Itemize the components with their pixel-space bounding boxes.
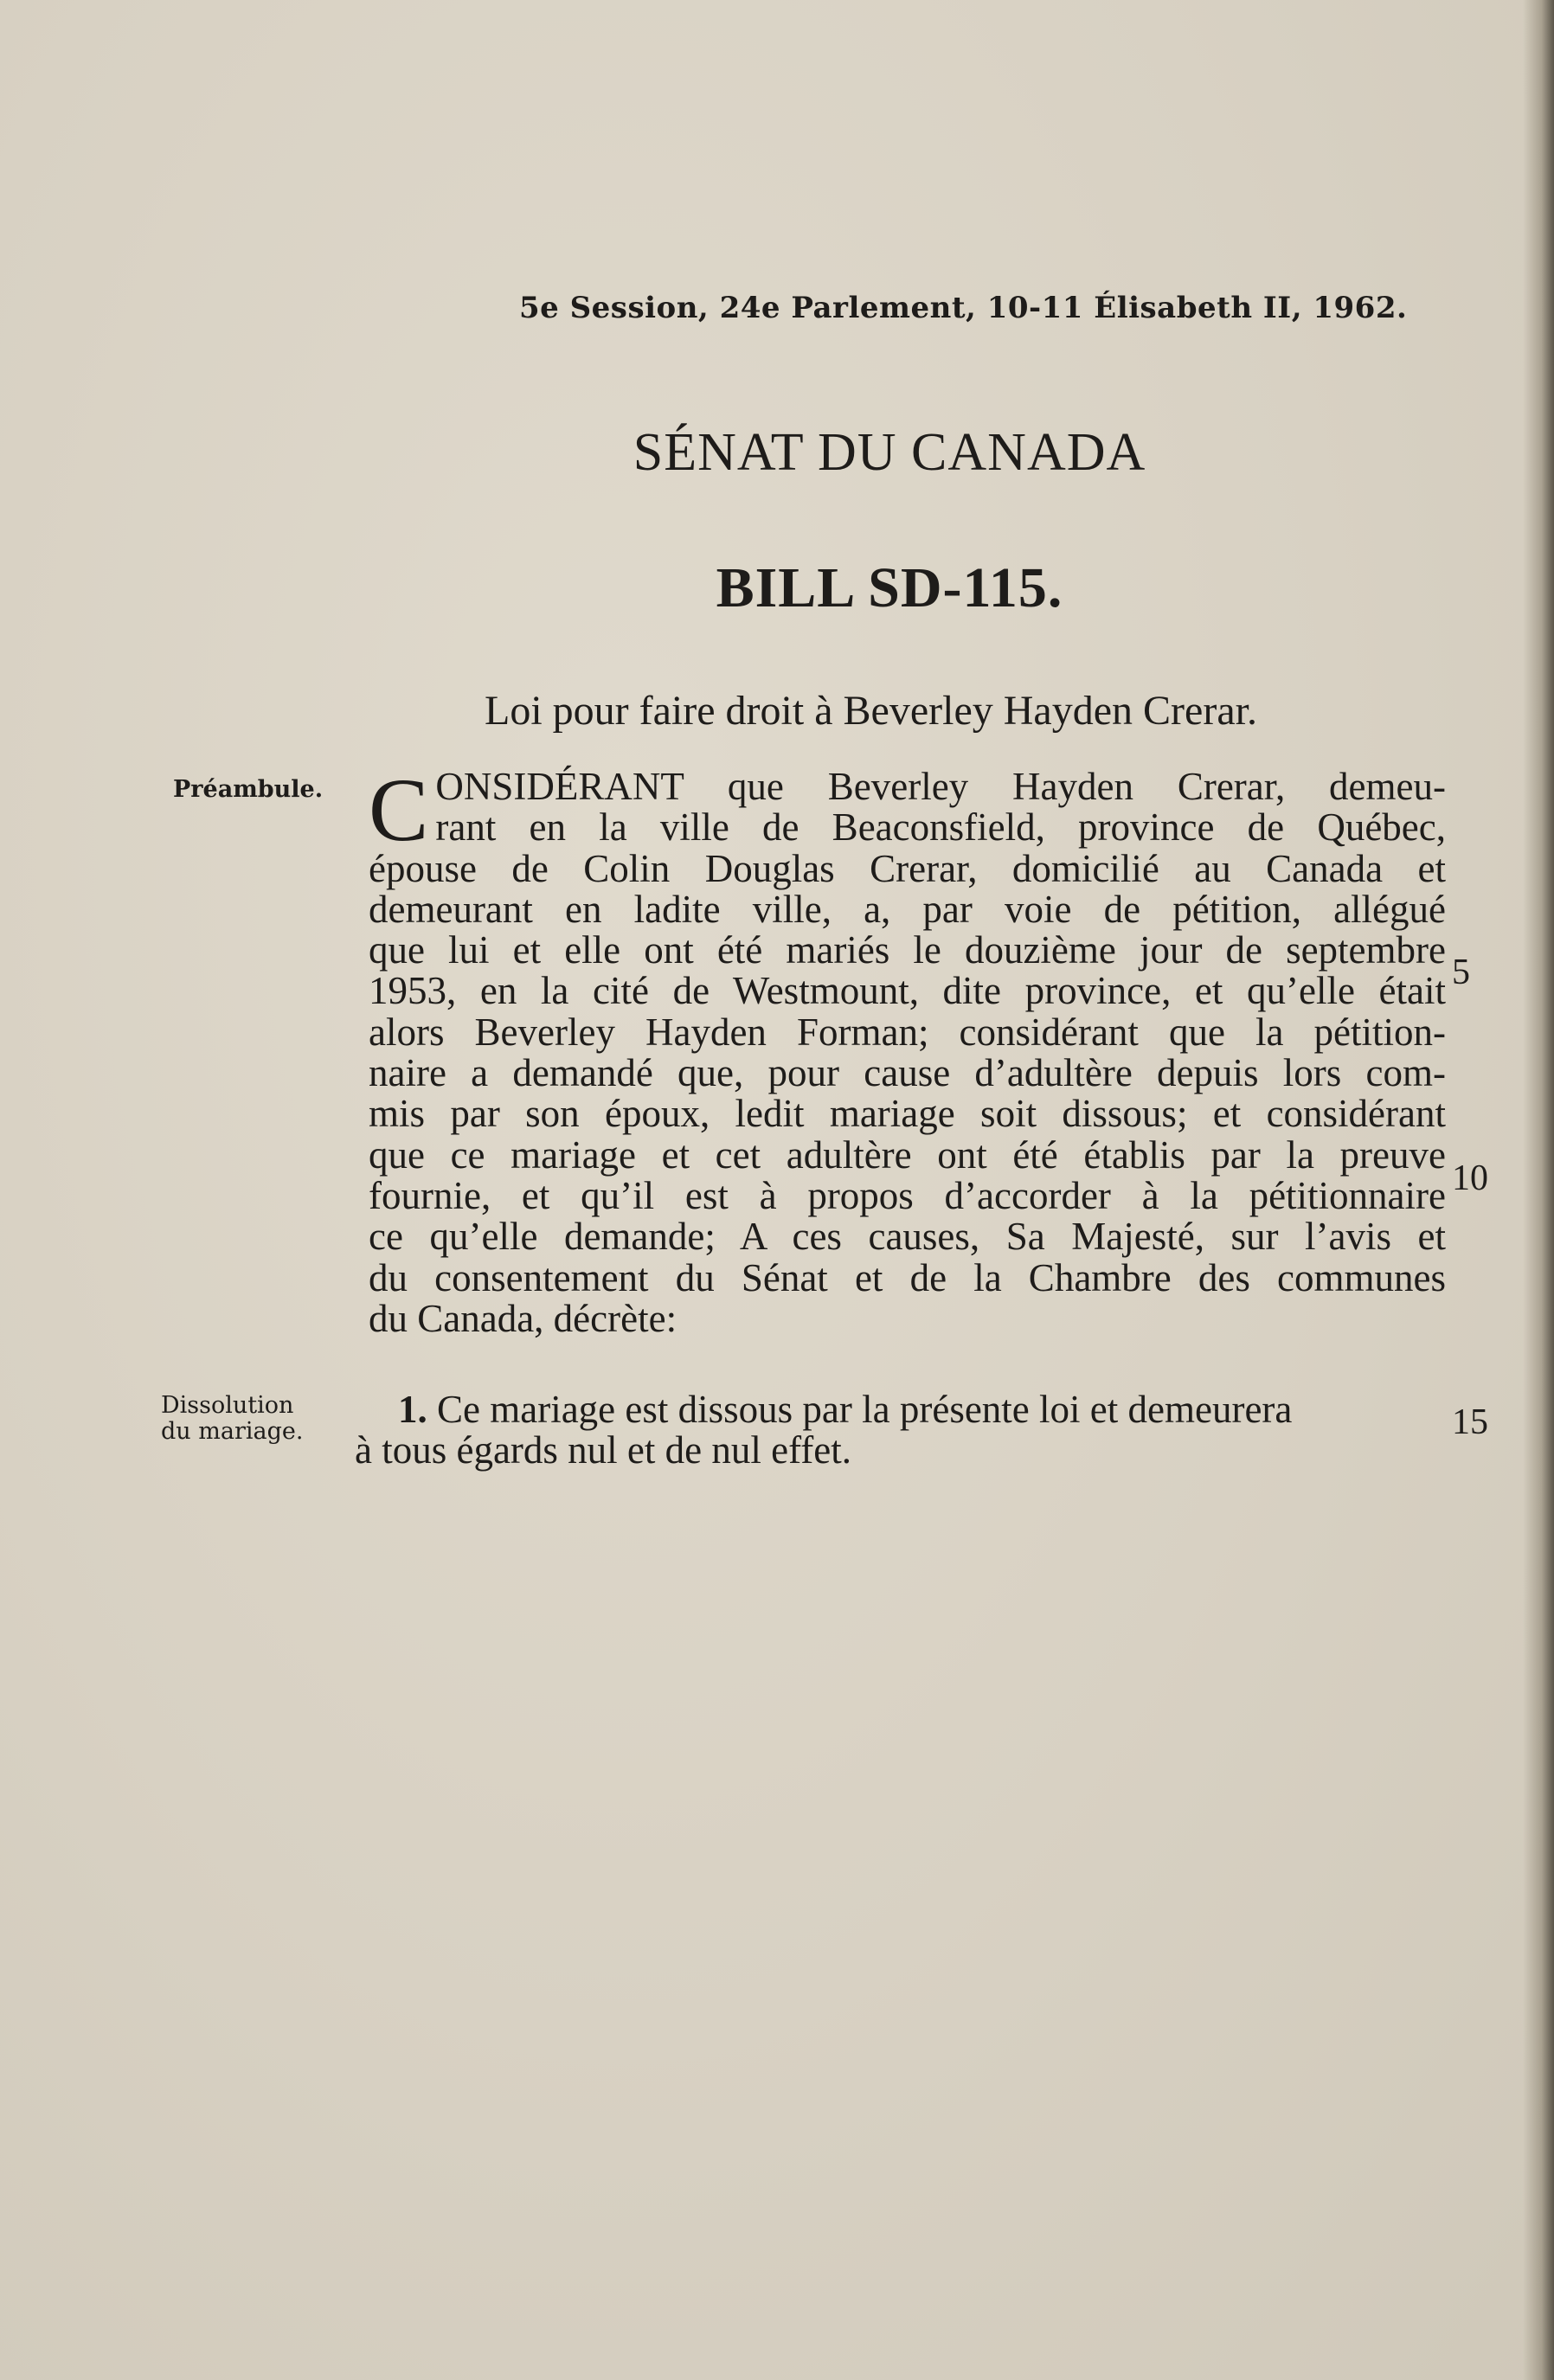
article-1-line1: [355, 1389, 1446, 1430]
line-number-5: 5: [1452, 953, 1470, 992]
preamble-line: alors Beverley Hayden Forman; considérant que la pétition-: [369, 1010, 1446, 1054]
page-edge-shadow: [1523, 0, 1554, 2380]
margin-note-preamble: Préambule.: [173, 776, 324, 803]
preamble-line: épouse de Colin Douglas Crerar, domicilié au Canada et: [369, 846, 1446, 890]
dropcap-letter: C: [369, 760, 429, 860]
preamble-line: du consentement du Sénat et de la Chambre des communes: [369, 1255, 1446, 1299]
preamble-line: ce qu’elle demande; A ces causes, Sa Majesté, sur l’avis et: [369, 1215, 1446, 1259]
preamble-line: du Canada, décrète:: [369, 1296, 677, 1340]
line-number-15: 15: [1452, 1402, 1488, 1442]
preamble-line: demeurant en ladite ville, a, par voie de pétition, allégué: [369, 887, 1446, 931]
preamble-line: naire a demandé que, pour cause d’adultère depuis lors com-: [369, 1051, 1446, 1095]
margin-note-dissolution-line2: du mariage.: [161, 1418, 304, 1445]
preamble-line: rant en la ville de Beaconsfield, province de Québec,: [435, 805, 1446, 850]
senate-title: SÉNAT DU CANADA: [633, 423, 1146, 482]
article-number: 1.: [398, 1388, 427, 1431]
preamble-line: ONSIDÉRANT que Beverley Hayden Crerar, demeu-: [435, 765, 1446, 808]
preamble-line: que lui et elle ont été mariés le douzième jour de septembre: [369, 928, 1446, 972]
preamble-line: que ce mariage et cet adultère ont été établis par la preuve: [369, 1132, 1446, 1177]
margin-note-dissolution: [161, 1393, 303, 1445]
preamble-line: mis par son époux, ledit mariage soit dissous; et considérant: [369, 1092, 1446, 1136]
bill-number: BILL SD-115.: [716, 556, 1063, 619]
line-number-10: 10: [1452, 1158, 1488, 1198]
article-1: [355, 1389, 1446, 1472]
margin-note-dissolution-line1: Dissolution: [161, 1392, 294, 1419]
bill-subtitle: Loi pour faire droit à Beverley Hayden Crerar.: [485, 688, 1257, 734]
preamble-line: fournie, et qu’il est à propos d’accorder à la pétitionnaire: [369, 1173, 1446, 1217]
session-header: 5e Session, 24e Parlement, 10-11 Élisabeth II, 1962.: [519, 291, 1408, 325]
article-text-line1: Ce mariage est dissous par la présente loi et demeurera: [437, 1388, 1293, 1431]
preamble-paragraph: [369, 760, 1446, 1340]
preamble-line: 1953, en la cité de Westmount, dite province, et qu’elle était: [369, 969, 1446, 1013]
article-text-line2: à tous égards nul et de nul effet.: [355, 1428, 851, 1472]
